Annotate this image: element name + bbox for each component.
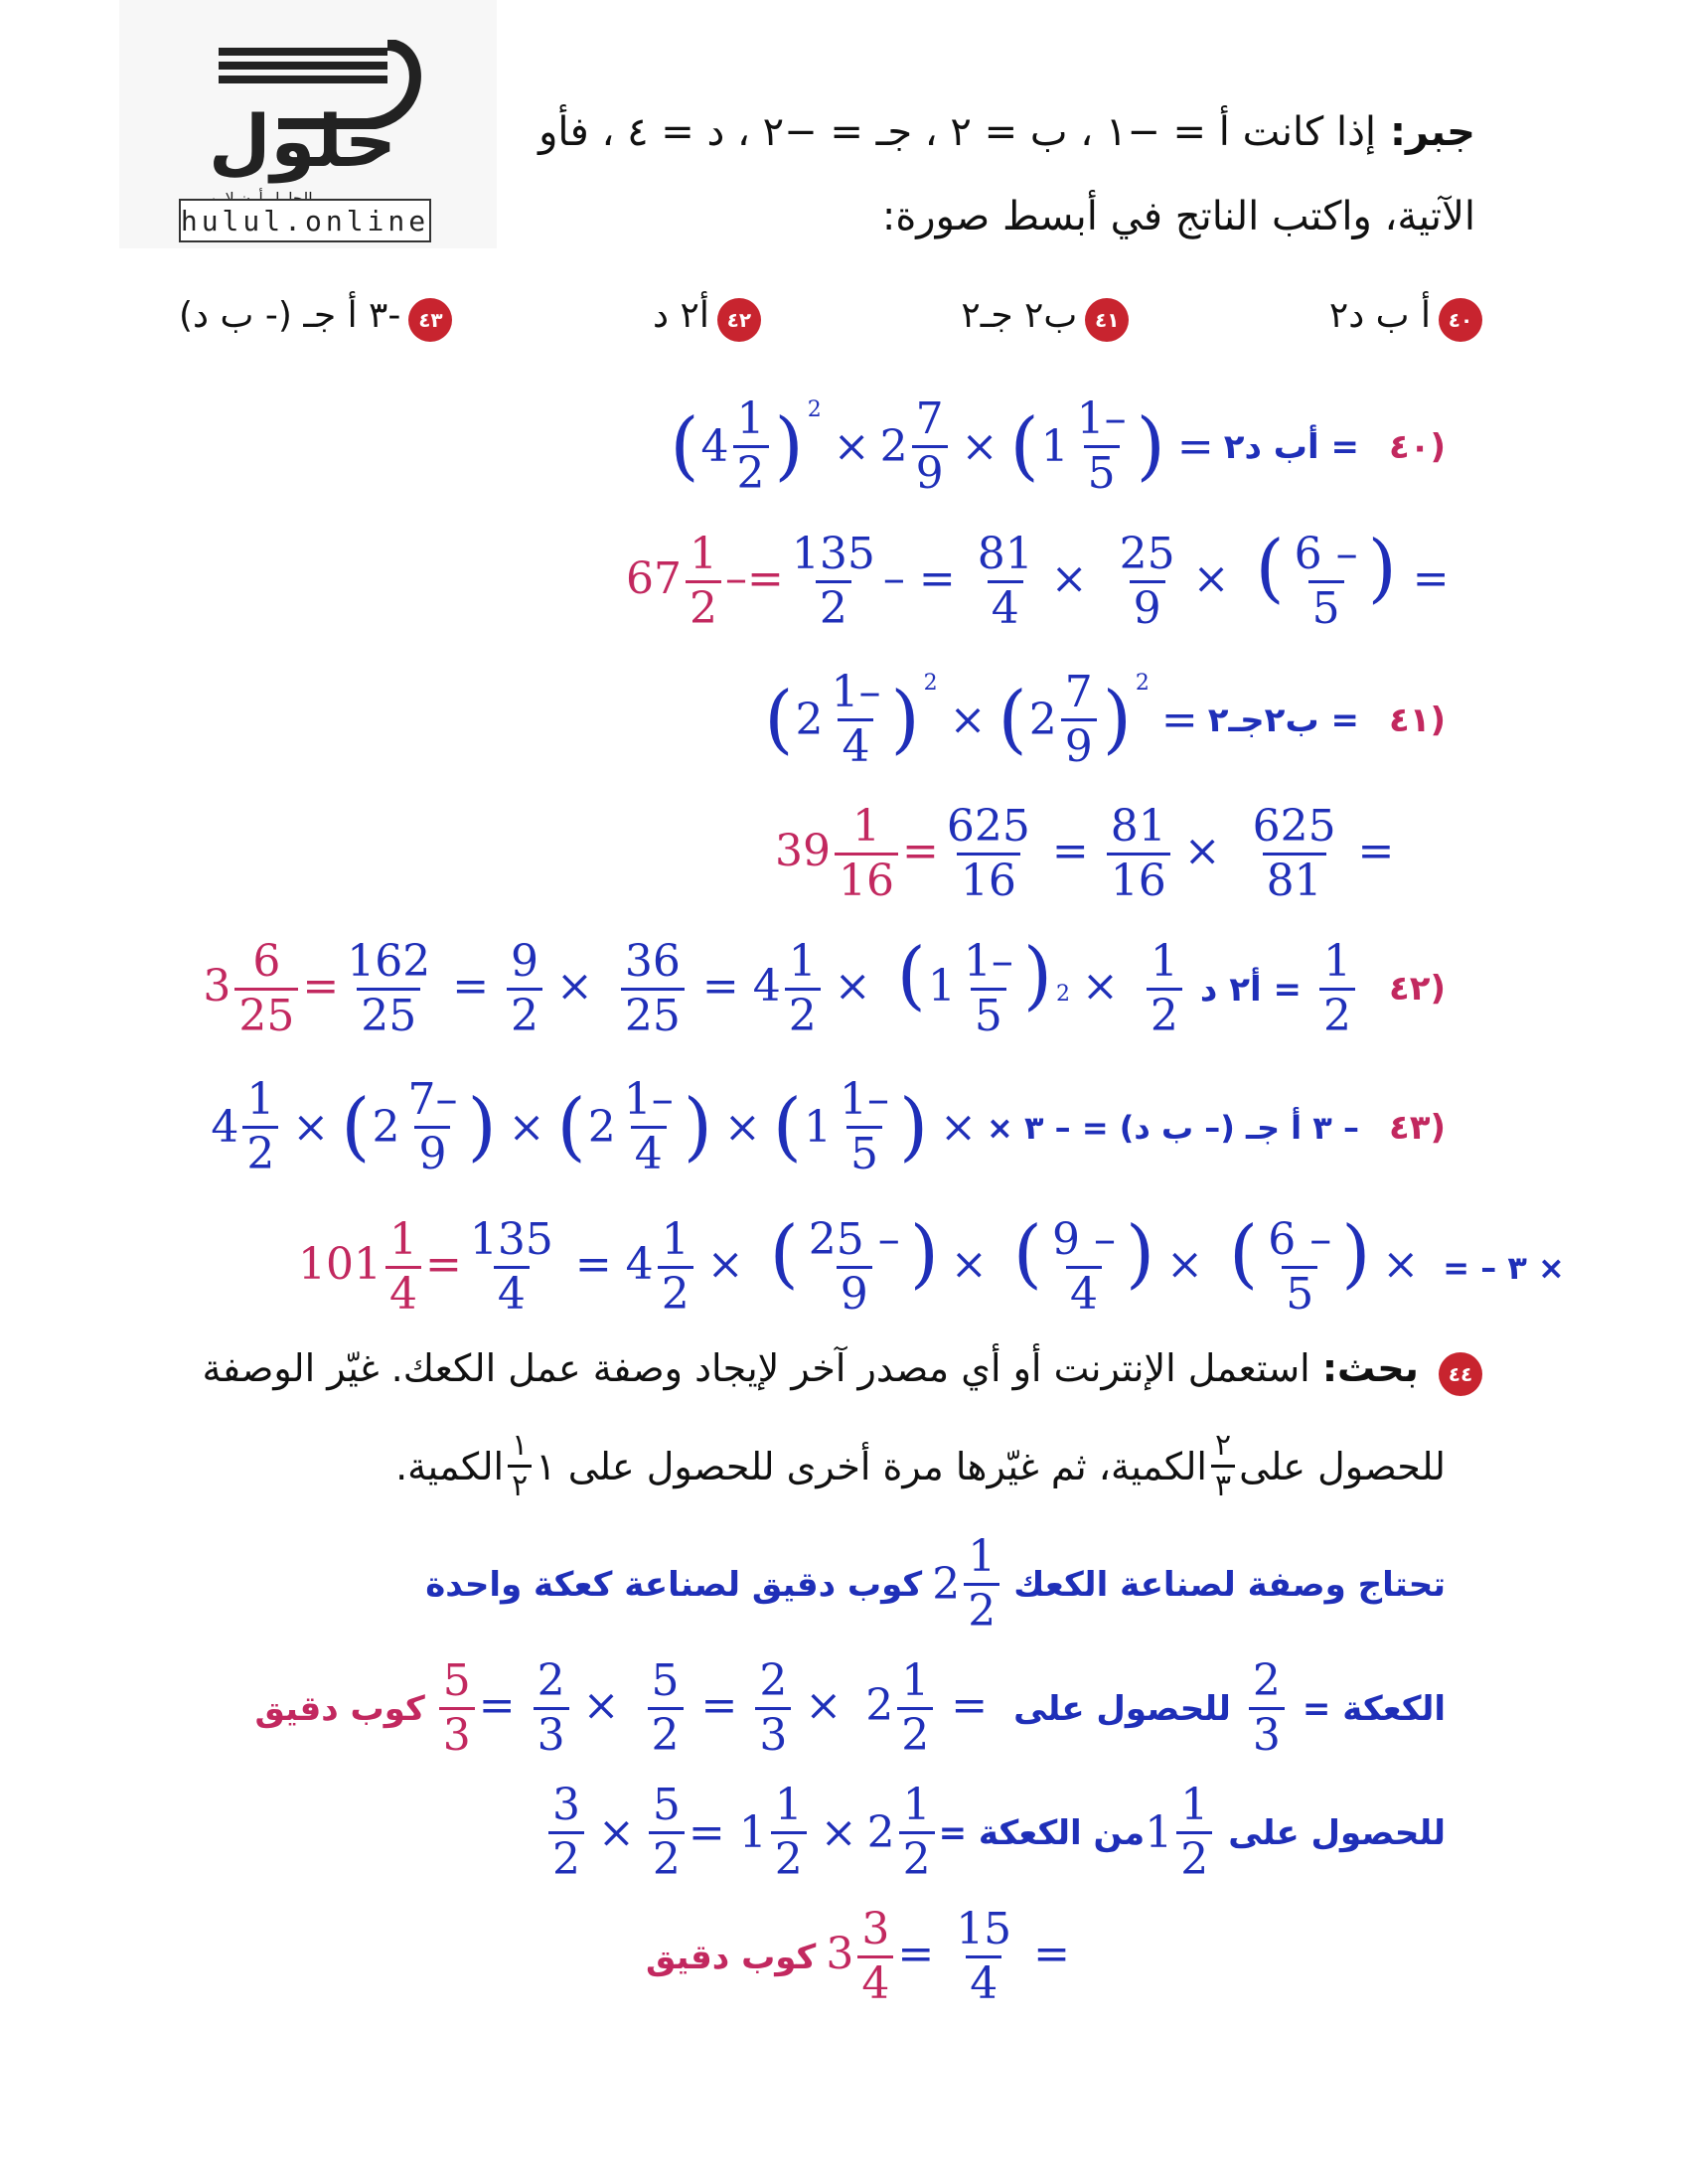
research-line2: للحصول على $\frac{٢}{٣}$ الكمية، ثم غيّرها مرة أخرى للحصول على ١ $\frac{١}{٢}$ الكمية. <box>395 1428 1446 1503</box>
answer-line3b: من الكعكة = <box>938 1812 1146 1853</box>
problem-items <box>179 288 1490 348</box>
answer-line2b: الكعكة = <box>1302 1689 1446 1729</box>
solution-40-line1: ( 4 $\frac{1}{2}$ ) 2 × 2 $\frac{7}{9}$ × ( 1 $\frac{1-}{5}$ ) = أب د٢ = ٤٠) <box>670 393 1446 499</box>
answer-line3: $\frac{3}{2}$ × $\frac{5}{2}$ = 1 $\frac{1}{2}$ × 2 $\frac{1}{2}$ من الكعكة = 1 $\frac{1}{2}$ للحصول على <box>544 1784 1446 1882</box>
site-label <box>179 199 431 242</box>
solution-40-label: ٤٠) <box>1388 426 1446 467</box>
solution-43-lhs2: = – ٣ × <box>1443 1249 1565 1287</box>
problem-item-expr: -٣ أ جـ (- ب د) <box>179 294 401 336</box>
item-number-badge: ٤٣ <box>408 298 452 342</box>
answer-line3a: للحصول على <box>1228 1812 1446 1853</box>
answer-line1a: تحتاج وصفة لصناعة الكعك <box>1013 1564 1446 1605</box>
solution-43-label: ٤٣) <box>1388 1107 1446 1148</box>
solution-40-line2: 67 $\frac{1}{2}$ –= $\frac{135}{2}$ – = $\frac{81}{4}$ × $\frac{25}{9}$ × ( $\frac{6 -}{5}$ ) = <box>626 525 1450 634</box>
problem-item-41 <box>961 295 1137 342</box>
problem-item-expr: ب٢ جـ٢ <box>961 294 1078 336</box>
item-number-badge: ٤١ <box>1085 298 1129 342</box>
solution-42-label: ٤٢) <box>1388 969 1446 1009</box>
research-prefix: بحث: <box>1321 1346 1419 1390</box>
problem-line1 <box>538 109 1475 155</box>
answer-line2a: للحصول على <box>1013 1689 1231 1729</box>
problem-prefix: جبر: <box>1389 109 1475 155</box>
answer-line1b: كوب دقيق لصناعة كعكة واحدة <box>425 1564 923 1605</box>
logo-brand: حلول <box>209 99 396 183</box>
site-url: hulul.online <box>180 204 430 237</box>
answer-line4: كوب دقيق 3 $\frac{3}{4}$ = $\frac{15}{4}$ = <box>646 1904 1071 2009</box>
research-line1-text: استعمل الإنترنت أو أي مصدر آخر لإيجاد وصفة عمل الكعك. غيّر الوصفة <box>202 1346 1310 1390</box>
problem-line2: الآتية، واكتب الناتج في أبسط صورة: <box>881 194 1475 239</box>
solution-42-lhs: أ٢ د = <box>1199 970 1302 1010</box>
answer-line2: كوب دقيق $\frac{5}{3}$ = $\frac{2}{3}$ × $\frac{5}{2}$ = $\frac{2}{3}$ × 2 $\frac{1}{2}$ = الكعكة = $\frac{2}{3}$ للحصول على <box>254 1655 1446 1761</box>
solution-43-lhs: – ٣ أ جـ (– ب د) = – ٣ × <box>987 1108 1359 1147</box>
problem-item-expr: أ٢ د <box>652 294 709 336</box>
solution-40-lhs: أب د٢ = <box>1223 426 1359 467</box>
solution-42: 3 $\frac{6}{25}$ = $\frac{162}{25}$ = $\frac{9}{2}$ × $\frac{36}{25}$ = 4 $\frac{1}{2}$ × (1 $\frac{1-}{5}$ ) 2 × $\frac{1}{2}$ أ٢ د = $\frac{1}{2}$ ٤٢) <box>203 932 1446 1041</box>
problem-line1-text: إذا كانت أ = −١ ، ب = ٢ ، جـ = −٢ ، د = ٤ ، فأو <box>538 109 1377 155</box>
item-number-badge: ٤٠ <box>1439 298 1482 342</box>
solution-43-line1: 4 $\frac{1}{2}$ × ( 2 $\frac{7-}{9}$ ) × ( 2 $\frac{1-}{4}$ ) × ( 1 $\frac{1-}{5}$ ) × – ٣ أ جـ (– ب د) = – ٣ × ٤٣) <box>211 1074 1446 1179</box>
item-number-badge: ٤٤ <box>1439 1352 1482 1396</box>
research-line2c: الكمية. <box>395 1444 505 1488</box>
answer-line1: تحتاج وصفة لصناعة الكعك 2 $\frac{1}{2}$ كوب دقيق لصناعة كعكة واحدة <box>425 1531 1446 1637</box>
solution-41-line2: 39 $\frac{1}{16}$ = $\frac{625}{16}$ = $\frac{81}{16}$ × $\frac{625}{81}$ = <box>775 801 1395 906</box>
problem-item-42 <box>653 295 769 342</box>
solution-41-lhs: ب٢جـ٢ = <box>1207 700 1359 740</box>
research-line2a: للحصول على <box>1239 1444 1446 1488</box>
research-line2b: الكمية، ثم غيّرها مرة أخرى للحصول على ١ <box>536 1444 1207 1488</box>
research-line1 <box>203 1346 1490 1396</box>
problem-item-40 <box>1329 295 1490 342</box>
solution-41-label: ٤١) <box>1388 700 1446 740</box>
answer-cup-unit: كوب دقيق <box>254 1688 425 1729</box>
answer-cup-unit: كوب دقيق <box>646 1937 817 1977</box>
solution-43-line2: 101 $\frac{1}{4}$ = $\frac{135}{4}$ = 4 $\frac{1}{2}$ × ( $\frac{25 -}{9}$ ) × ( $\frac{9 -}{4}$ ) × ( $\frac{6 -}{5}$ ) × = – ٣ × <box>298 1210 1565 1320</box>
solution-41-line1: ( 2 $\frac{1-}{4}$ ) 2 × ( 2 $\frac{7}{9}$ ) 2 = ب٢جـ٢ = ٤١) <box>764 667 1446 772</box>
problem-item-43 <box>179 295 460 342</box>
item-number-badge: ٤٢ <box>717 298 761 342</box>
problem-item-expr: أ ب د٢ <box>1328 294 1431 336</box>
